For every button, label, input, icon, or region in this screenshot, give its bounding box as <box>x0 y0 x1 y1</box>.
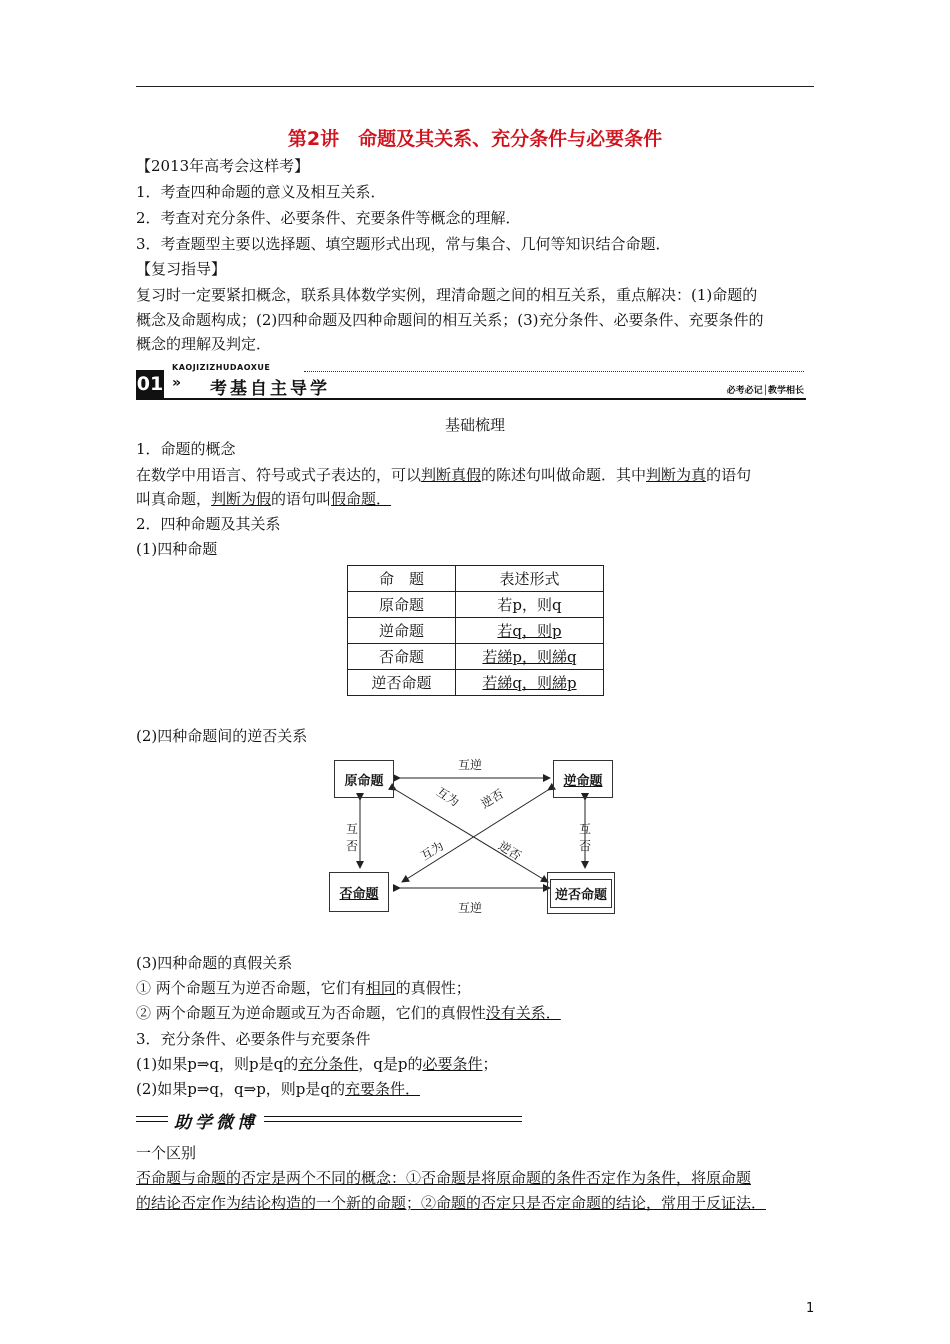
review-line-1: 复习时一定要紧扣概念，联系具体数学实例，理清命题之间的相互关系，重点解决：(1)命题的 <box>136 286 758 304</box>
table-cell: 若綈q，则綈p <box>456 670 604 696</box>
fill-blank: 充分条件 <box>298 1055 359 1073</box>
s1-line-2 <box>136 489 391 509</box>
banner-number: 01 <box>136 370 164 398</box>
s2-sub3: (3)四种命题的真假关系 <box>136 954 293 972</box>
label-top: 互逆 <box>458 758 483 772</box>
s2-head: 2．四种命题及其关系 <box>136 515 281 533</box>
text: 的语句 <box>706 466 752 484</box>
text: 在数学中用语言、符号或式子表达的，可以 <box>136 466 422 484</box>
table-cell: 逆命题 <box>348 618 456 644</box>
text: 的真假性； <box>395 979 471 997</box>
label-right-1: 互 <box>579 822 592 836</box>
node-original <box>334 760 394 798</box>
banner-rule <box>136 398 806 400</box>
exam-point-1: 1．考查四种命题的意义及相互关系． <box>136 183 386 201</box>
node-inverse <box>329 872 389 912</box>
truth-rule-2 <box>136 1003 561 1023</box>
text: 的陈述句叫做命题．其中 <box>481 466 647 484</box>
node-converse <box>553 760 613 798</box>
text: ，q是p的 <box>358 1055 423 1073</box>
fill-blank: 相同 <box>365 979 396 997</box>
fill-blank: 判断为假 <box>211 490 272 508</box>
table-header: 表述形式 <box>456 566 604 592</box>
s3-line-1 <box>136 1054 498 1074</box>
fill-blank: 充要条件． <box>345 1080 421 1098</box>
text: (2)如果p⇒q，q⇒p，则p是q的 <box>136 1080 345 1098</box>
node-label: 逆否命题 <box>550 879 612 908</box>
banner-arrows: » <box>172 375 182 391</box>
banner-pinyin: KAOJIZIZHUDAOXUE <box>172 363 271 372</box>
s1-head: 1．命题的概念 <box>136 440 236 458</box>
truth-rule-1 <box>136 978 471 998</box>
text: 的语句叫 <box>271 490 332 508</box>
s3-head: 3．充分条件、必要条件与充要条件 <box>136 1030 371 1048</box>
fill-blank: 判断为真 <box>646 466 707 484</box>
section-banner <box>136 362 806 402</box>
exam-point-3: 3．考查题型主要以选择题、填空题形式出现，常与集合、几何等知识结合命题． <box>136 235 671 253</box>
review-line-2: 概念及命题构成；(2)四种命题及四种命题间的相互关系；(3)充分条件、必要条件、充要条件的 <box>136 311 764 329</box>
review-line-3: 概念的理解及判定． <box>136 335 272 353</box>
fill-blank: 判断真假 <box>421 466 482 484</box>
label-diag-4: 逆否 <box>495 838 524 864</box>
study-tip-label: 助学微博 <box>168 1108 264 1133</box>
label-right-2: 否 <box>579 839 592 853</box>
node-label: 逆命题 <box>563 773 603 789</box>
table-header: 命 题 <box>348 566 456 592</box>
s2-sub2: (2)四种命题间的逆否关系 <box>136 727 308 745</box>
label-diag-3: 互为 <box>418 838 447 864</box>
study-tip-bar <box>136 1112 522 1133</box>
node-label: 否命题 <box>339 886 379 902</box>
table-cell: 否命题 <box>348 644 456 670</box>
section-center-title: 基础梳理 <box>444 416 505 434</box>
s2-sub1: (1)四种命题 <box>136 540 218 558</box>
table-row <box>348 592 604 618</box>
node-contrapositive <box>547 872 615 914</box>
label-diag-1: 互为 <box>433 784 462 810</box>
distinct-head: 一个区别 <box>136 1144 197 1162</box>
fill-blank: 没有关系． <box>485 1004 561 1022</box>
label-diag-2: 逆否 <box>478 786 507 812</box>
table-header-row <box>348 566 604 592</box>
banner-right-tag: 必考必记│教学相长 <box>726 386 804 396</box>
table-cell: 若q，则p <box>456 618 604 644</box>
text: ① 两个命题互为逆否命题，它们有 <box>136 979 366 997</box>
four-propositions-table <box>347 565 604 696</box>
label-left-2: 否 <box>346 839 359 853</box>
text: (1)如果p⇒q，则p是q的 <box>136 1055 299 1073</box>
banner-title: 考基自主导学 <box>210 379 330 399</box>
distinct-line-1: 否命题与命题的否定是两个不同的概念：①否命题是将原命题的条件否定作为条件，将原命题 <box>136 1169 752 1187</box>
fill-blank: 假命题． <box>331 490 392 508</box>
banner-dotted-rule <box>304 371 804 372</box>
table-cell: 若綈p，则綈q <box>456 644 604 670</box>
page-title: 第2讲 命题及其关系、充分条件与必要条件 <box>287 128 663 150</box>
table-cell: 原命题 <box>348 592 456 618</box>
text: ② 两个命题互为逆命题或互为否命题，它们的真假性 <box>136 1004 486 1022</box>
review-header: 【复习指导】 <box>136 260 227 278</box>
fill-blank: 必要条件 <box>422 1055 483 1073</box>
s3-line-2 <box>136 1079 420 1099</box>
table-row <box>348 618 604 644</box>
table-row <box>348 670 604 696</box>
page-number: 1 <box>806 1301 815 1316</box>
exam-header: 【2013年高考会这样考】 <box>136 157 310 175</box>
distinct-line-2: 的结论否定作为结论构造的一个新的命题；②命题的否定只是否定命题的结论，常用于反证法． <box>136 1194 767 1212</box>
table-cell: 若p，则q <box>456 592 604 618</box>
text: ； <box>482 1055 498 1073</box>
text: 叫真命题， <box>136 490 212 508</box>
exam-point-2: 2．考查对充分条件、必要条件、充要条件等概念的理解． <box>136 209 521 227</box>
s1-line-1 <box>136 465 751 485</box>
table-cell: 逆否命题 <box>348 670 456 696</box>
label-left-1: 互 <box>346 822 359 836</box>
node-label: 原命题 <box>344 773 384 789</box>
label-bottom: 互逆 <box>458 901 483 915</box>
top-rule <box>136 86 814 87</box>
table-row <box>348 644 604 670</box>
